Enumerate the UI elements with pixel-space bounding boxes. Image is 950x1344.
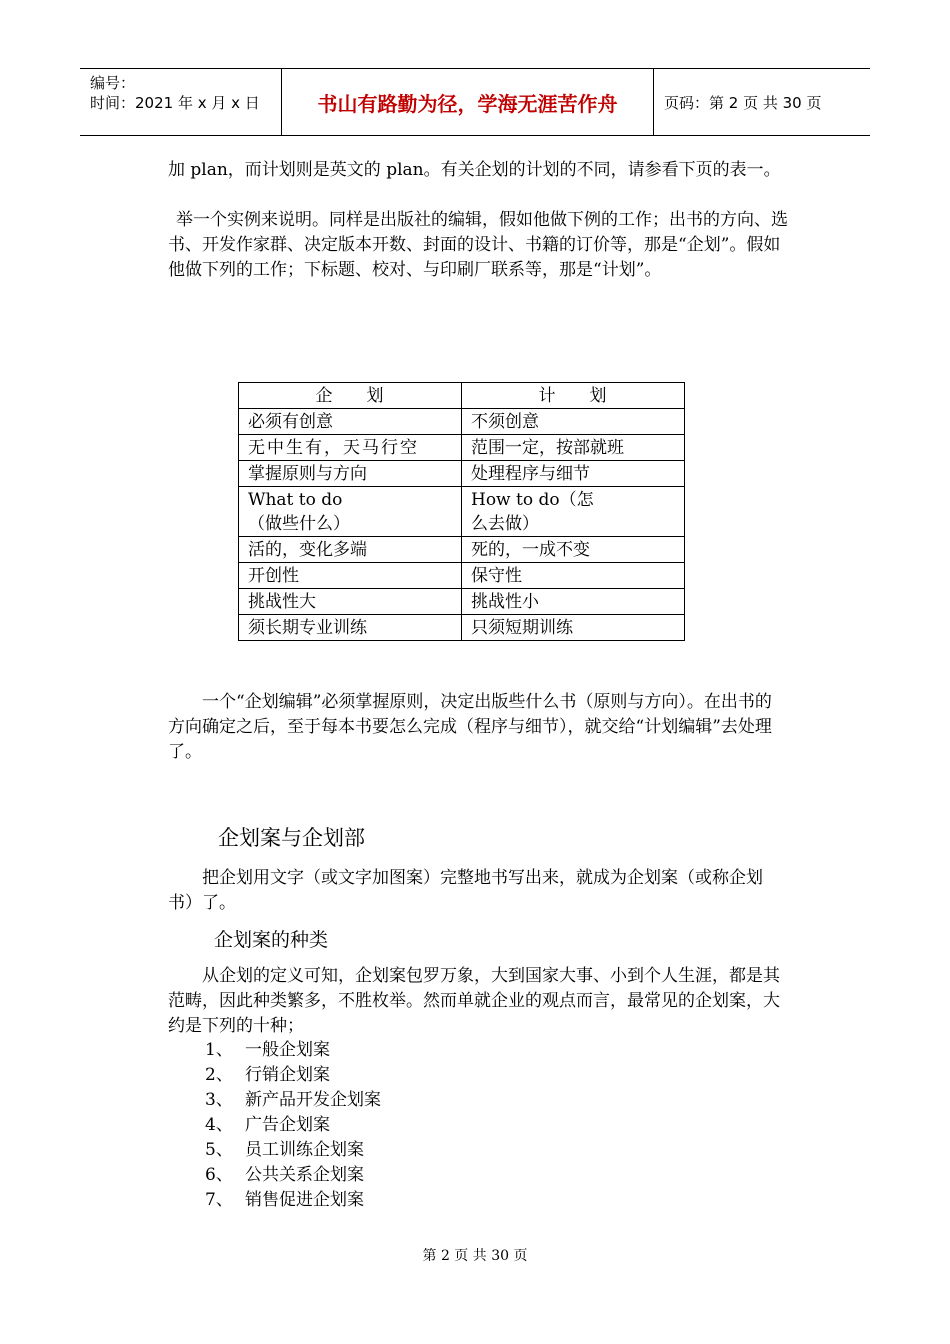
table-cell: 必须有创意: [239, 409, 462, 435]
section-title-2: 企划案的种类: [214, 929, 329, 951]
planning-type-list: [205, 1038, 381, 1213]
table-row: [239, 563, 685, 589]
table-row: [239, 487, 685, 537]
table-cell: 活的，变化多端: [239, 537, 462, 563]
table-cell: What to do（做些什么）: [239, 487, 462, 537]
table-cell: How to do（怎么去做）: [462, 487, 685, 537]
list-item: 1、 一般企划案: [205, 1040, 330, 1060]
paragraph-2: 举一个实例来说明。同样是出版社的编辑，假如他做下例的工作；出书的方向、选书、开发作家群、决定版本开数、封面的设计、书籍的订价等，那是“企划”。假如他做下列的工作；下标题、校对、与印刷厂联系等，那是“计划”。: [168, 210, 788, 280]
table-cell: 挑战性大: [239, 589, 462, 615]
table-cell: 开创性: [239, 563, 462, 589]
page-header: [80, 68, 870, 136]
comparison-table: [238, 382, 685, 641]
number-label: 编号：: [90, 74, 136, 92]
list-item: 3、 新产品开发企划案: [205, 1090, 381, 1110]
table-cell: 范围一定，按部就班: [462, 435, 685, 461]
header-cell-planning: 企 划: [239, 383, 462, 409]
table-cell: 挑战性小: [462, 589, 685, 615]
header-motto: 书山有路勤为径，学海无涯苦作舟: [282, 69, 654, 135]
section-title-1: 企划案与企划部: [218, 826, 365, 850]
list-item: 6、 公共关系企划案: [205, 1165, 364, 1185]
table-cell: 无中生有，天马行空: [239, 435, 462, 461]
table-cell: 保守性: [462, 563, 685, 589]
table-row: [239, 537, 685, 563]
page-footer: 第 2 页 共 30 页: [422, 1248, 528, 1264]
table-row: [239, 461, 685, 487]
table-cell: 不须创意: [462, 409, 685, 435]
header-meta: [80, 69, 282, 135]
table-cell: 死的，一成不变: [462, 537, 685, 563]
table-cell: 处理程序与细节: [462, 461, 685, 487]
table-cell: 掌握原则与方向: [239, 461, 462, 487]
table-row: [239, 435, 685, 461]
table-cell: 只须短期训练: [462, 615, 685, 641]
table-cell: 须长期专业训练: [239, 615, 462, 641]
table-row: [239, 409, 685, 435]
list-item: 4、 广告企划案: [205, 1115, 330, 1135]
list-item: 5、 员工训练企划案: [205, 1140, 364, 1160]
header-page-label: 页码：第 2 页 共 30 页: [664, 93, 822, 112]
header-cell-plan: 计 划: [462, 383, 685, 409]
table-header-row: [239, 383, 685, 409]
list-item: 7、 销售促进企划案: [205, 1190, 364, 1210]
table-row: [239, 589, 685, 615]
table-row: [239, 615, 685, 641]
list-item: 2、 行销企划案: [205, 1065, 330, 1085]
paragraph-1: 加 plan，而计划则是英文的 plan。有关企划的计划的不同，请参看下页的表一。: [168, 160, 781, 180]
paragraph-3: 一个“企划编辑”必须掌握原则，决定出版些什么书（原则与方向）。在出书的方向确定之后，至于每本书要怎么完成（程序与细节），就交给“计划编辑”去处理了。: [168, 692, 772, 762]
time-label: 时间：2021 年 x 月 x 日: [90, 94, 260, 112]
paragraph-4: 把企划用文字（或文字加图案）完整地书写出来，就成为企划案（或称企划书）了。: [168, 868, 763, 913]
paragraph-5: 从企划的定义可知，企划案包罗万象，大到国家大事、小到个人生涯，都是其范畴，因此种类繁多，不胜枚举。然而单就企业的观点而言，最常见的企划案，大约是下列的十种；: [168, 966, 780, 1036]
